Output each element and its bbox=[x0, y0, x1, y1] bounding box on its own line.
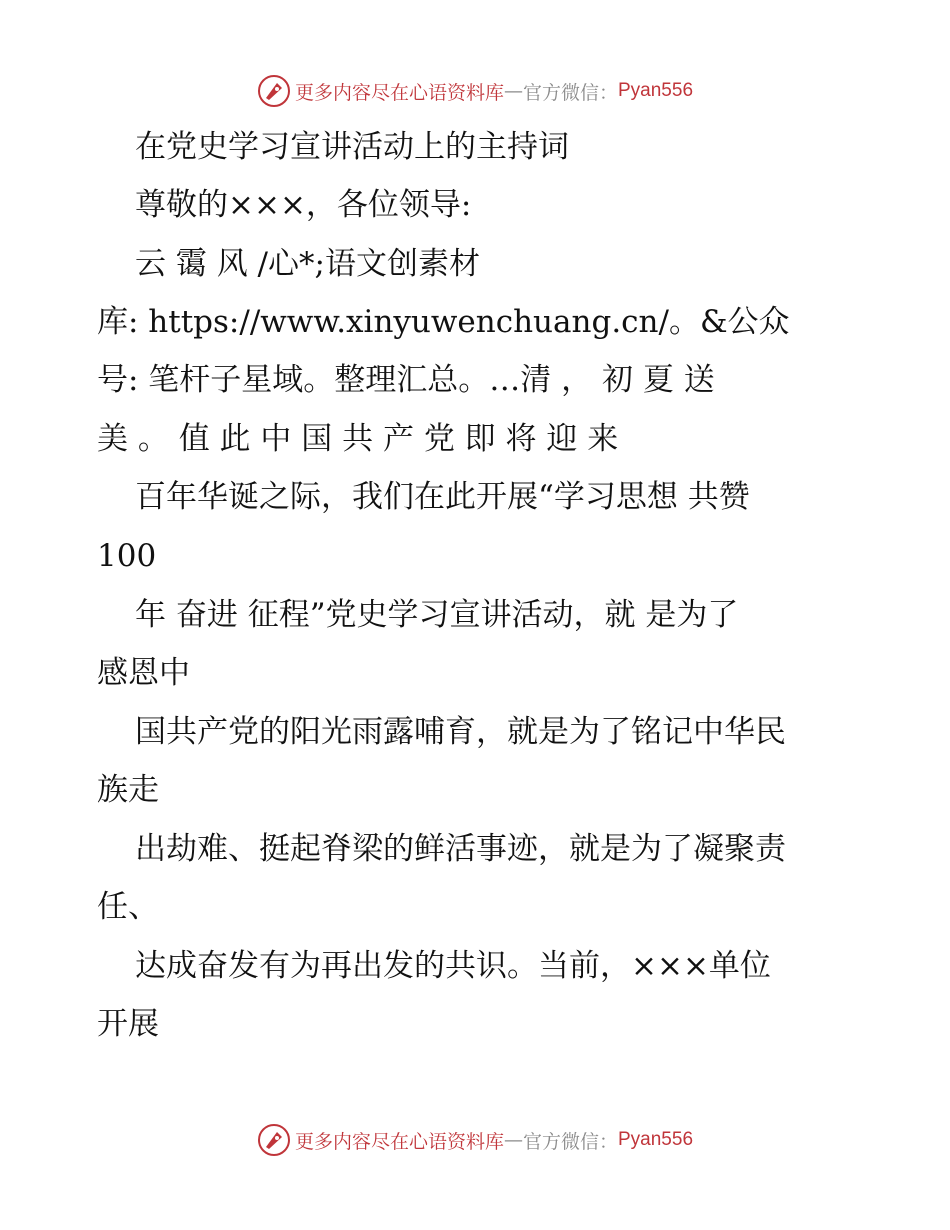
footer-watermark bbox=[0, 1120, 950, 1160]
watermark bbox=[257, 74, 693, 108]
watermark-id: Pyan556 bbox=[618, 1129, 694, 1150]
watermark-id: Pyan556 bbox=[618, 80, 694, 101]
body-line: 云 霭 风 /心*;语文创素材 bbox=[135, 246, 480, 282]
body-line: 任、 bbox=[97, 889, 159, 925]
header-watermark bbox=[0, 71, 950, 111]
watermark-dash: — bbox=[503, 1129, 523, 1151]
body-line: 美 。 值 此 中 国 共 产 党 即 将 迎 来 bbox=[97, 421, 619, 457]
watermark-label: 官方微信： bbox=[522, 81, 618, 104]
body-line: 库: https://www.xinyuwenchuang.cn/。&公众 bbox=[97, 304, 790, 340]
pen-nib-logo-icon bbox=[257, 74, 291, 108]
body-line: 出劫难、挺起脊梁的鲜活事迹，就是为了凝聚责 bbox=[135, 831, 786, 867]
watermark-dash: — bbox=[503, 80, 523, 102]
body-line: 百年华诞之际，我们在此开展“学习思想 共赞 bbox=[135, 479, 750, 515]
watermark-label: 官方微信： bbox=[522, 1130, 618, 1153]
body-line: 国共产党的阳光雨露哺育，就是为了铭记中华民 bbox=[135, 714, 786, 750]
body-line: 100 bbox=[97, 538, 157, 574]
pen-nib-logo-icon bbox=[257, 1123, 291, 1157]
watermark-brand: 更多内容尽在心语资料库 bbox=[294, 1130, 504, 1153]
watermark bbox=[257, 1123, 693, 1157]
watermark-brand: 更多内容尽在心语资料库 bbox=[294, 81, 504, 104]
body-line: 感恩中 bbox=[97, 655, 190, 691]
body-line: 开展 bbox=[97, 1006, 159, 1042]
body-line: 号: 笔杆子星域。整理汇总。…清 ， 初 夏 送 bbox=[97, 362, 715, 398]
greeting: 尊敬的×××，各位领导: bbox=[135, 187, 472, 223]
document-title: 在党史学习宣讲活动上的主持词 bbox=[135, 129, 569, 165]
body-line: 达成奋发有为再出发的共识。当前，×××单位 bbox=[135, 948, 771, 984]
body-line: 年 奋进 征程”党史学习宣讲活动，就 是为了 bbox=[135, 597, 739, 633]
body-line: 族走 bbox=[97, 772, 159, 808]
